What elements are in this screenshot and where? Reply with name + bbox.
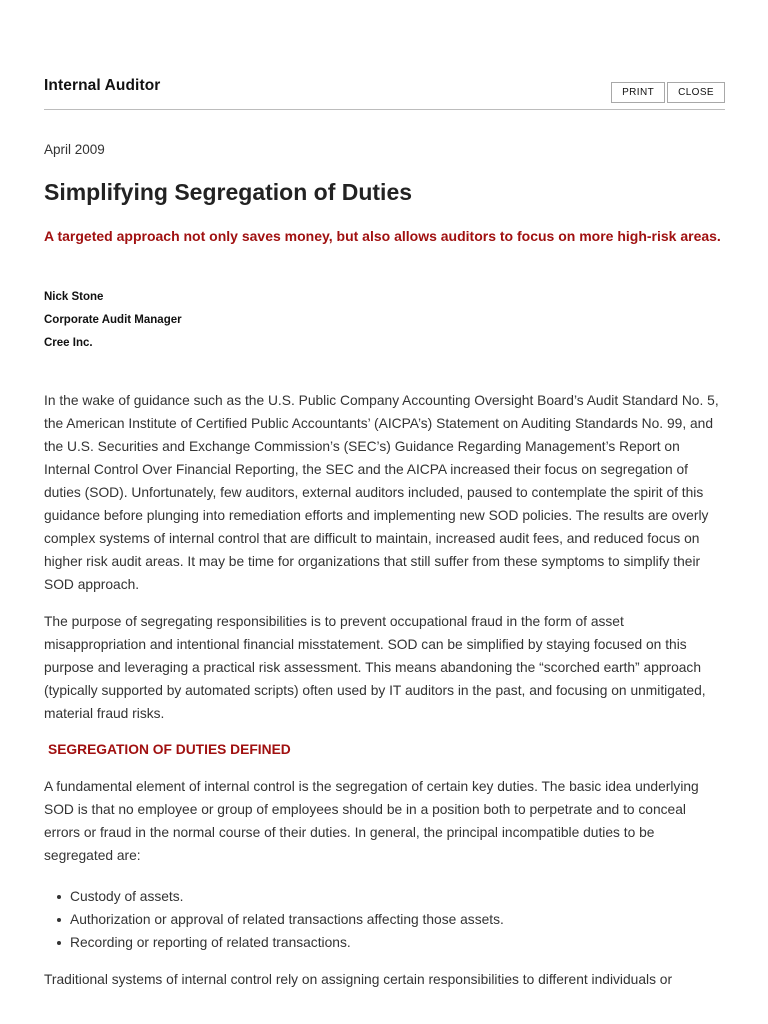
article-body (44, 389, 725, 1005)
print-button[interactable]: PRINT (611, 82, 665, 103)
article-date: April 2009 (44, 142, 105, 157)
article-page (44, 0, 725, 987)
bullet-icon (57, 918, 61, 922)
body-paragraph: In the wake of guidance such as the U.S. Public Company Accounting Oversight Board’s Audit Standard No. 5, the American Institute of Certified Public Accountants’ (AICPA’s) Statement on Auditing Standards No. 99, and the U.S. Securities and Exchange Commission’s (SEC’s) Guidance Regarding Management’s Report on Internal Control Over Financial Reporting, the SEC and the AICPA increased their focus on segregation of duties (SOD). Unfortunately, few auditors, external auditors included, paused to contemplate the spirit of this guidance before plunging into remediation efforts and implementing new SOD policies. The results are overly complex systems of internal control that are difficult to maintain, increased audit fees, and reduced focus on higher risk audit areas. It may be time for organizations that still suffer from these symptoms to simplify their SOD approach. (44, 393, 719, 592)
author-block (44, 286, 182, 355)
list-item (70, 931, 725, 954)
duties-list (44, 881, 725, 954)
header-actions (611, 82, 725, 103)
closing-paragraph: Traditional systems of internal control rely on assigning certain responsibilities to different individuals or (44, 972, 673, 987)
body-paragraph: The purpose of segregating responsibilities is to prevent occupational fraud in the form of asset misappropriation and intentional financial misstatement. SOD can be simplified by staying focused on this purpose and leveraging a practical risk assessment. This means abandoning the “scorched earth” approach (typically supported by automated scripts) often used by IT auditors in the past, and focusing on unmitigated, material fraud risks. (44, 614, 706, 721)
site-title: Internal Auditor (44, 77, 161, 94)
author-company: Cree Inc. (44, 337, 93, 349)
article-title: Simplifying Segregation of Duties (44, 179, 413, 205)
list-item (70, 908, 725, 931)
list-item (70, 885, 725, 908)
author-position: Corporate Audit Manager (44, 314, 182, 326)
article-subtitle: A targeted approach not only saves money, but also allows auditors to focus on more high-risk areas. (44, 228, 721, 244)
close-button[interactable]: CLOSE (667, 82, 725, 103)
bullet-icon (57, 941, 61, 945)
bullet-icon (57, 895, 61, 899)
page-header (44, 0, 725, 110)
author-name: Nick Stone (44, 291, 104, 303)
section-paragraph: A fundamental element of internal control is the segregation of certain key duties. The basic idea underlying SOD is that no employee or group of employees should be in a position both to perpetrate and to conceal errors or fraud in the normal course of their duties. In general, the principal incompatible duties to be segregated are: (44, 779, 699, 863)
list-item-text: Recording or reporting of related transactions. (70, 935, 351, 950)
section-heading: SEGREGATION OF DUTIES DEFINED (48, 742, 291, 757)
list-item-text: Custody of assets. (70, 889, 184, 904)
list-item-text: Authorization or approval of related transactions affecting those assets. (70, 912, 504, 927)
